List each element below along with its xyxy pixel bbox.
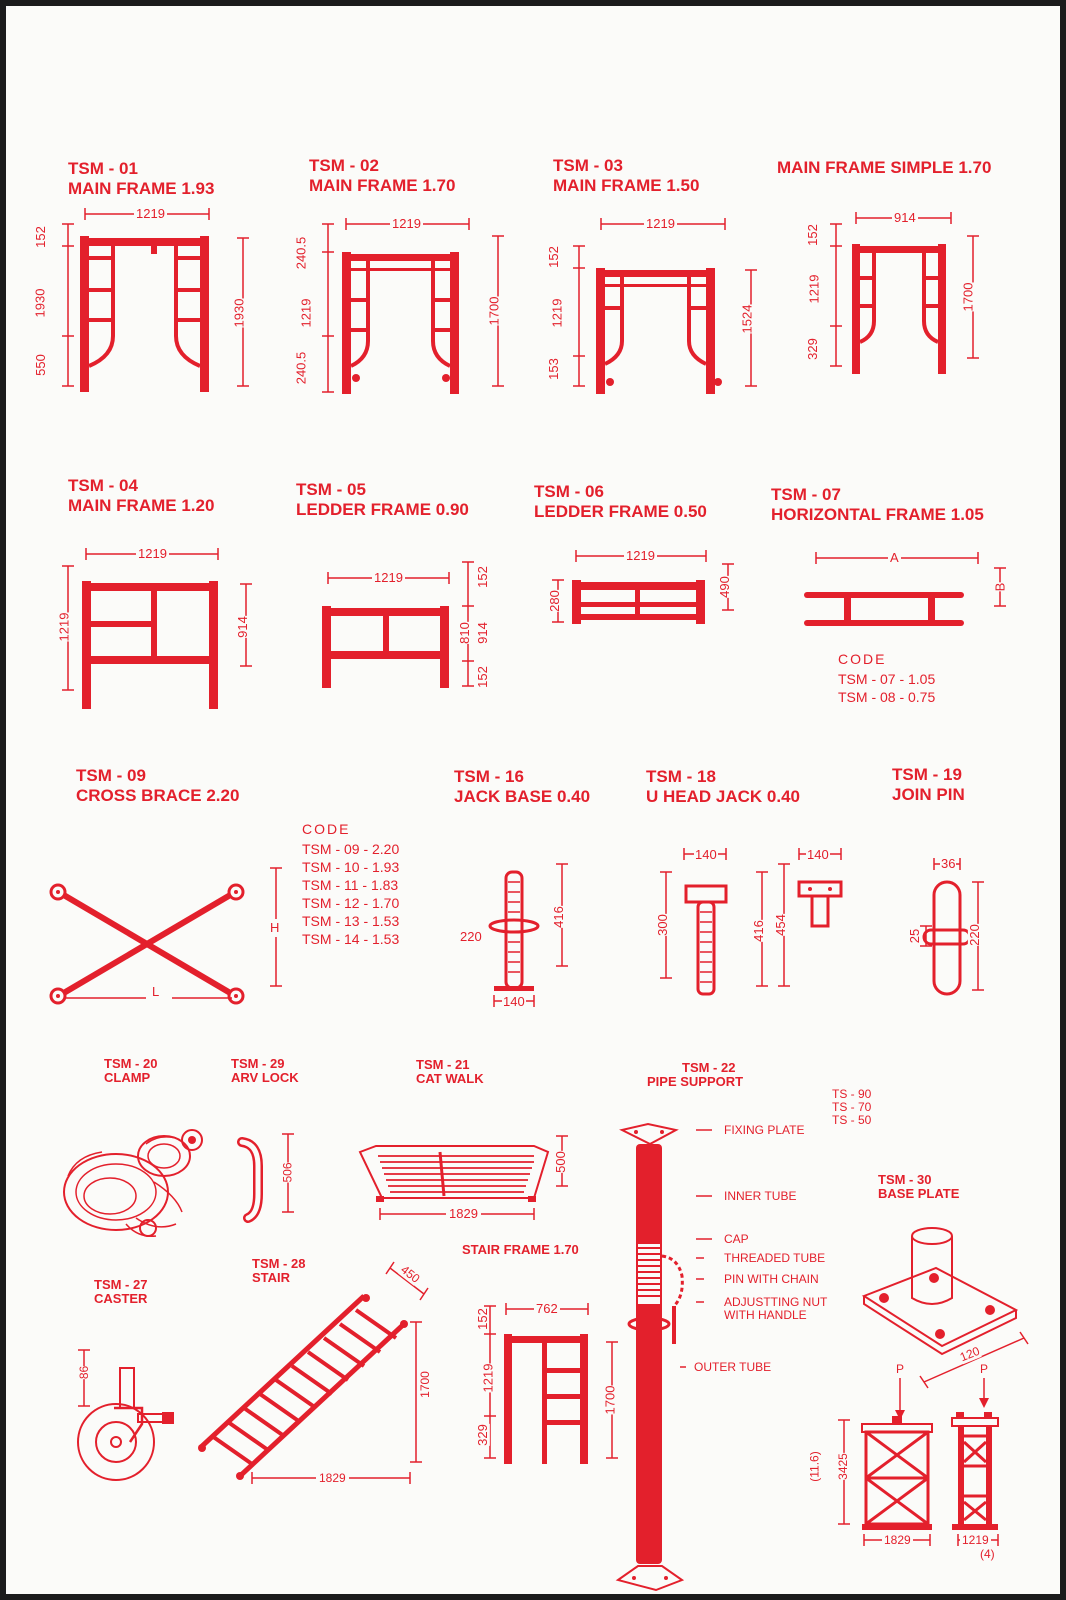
tsm18-name: U HEAD JACK 0.40 — [646, 787, 800, 806]
tsm21-dim-width: 500 — [552, 1151, 568, 1173]
simple-frame-drawing — [830, 212, 979, 374]
tsm04-dim-right-height: 914 — [234, 616, 250, 638]
tsm04-dim-width: 1219 — [138, 546, 167, 561]
tsm02-dim-width: 1219 — [392, 216, 421, 231]
tsm30-dim-tower1: 1829 — [884, 1533, 911, 1547]
tsm03-dim-mid: 1219 — [549, 298, 565, 328]
tsm09-code-row: TSM - 09 - 2.20 — [302, 841, 400, 857]
tsm30-load-p: P — [896, 1362, 905, 1376]
tsm09-brace-drawing — [51, 868, 282, 1003]
tsm16-code: TSM - 16 — [454, 767, 524, 786]
tsm07-dim-b: B — [992, 582, 1008, 592]
tsm16-jackbase-drawing — [490, 864, 568, 1007]
tsm19-name: JOIN PIN — [892, 785, 965, 804]
tsm22-pipe-drawing — [618, 1124, 712, 1590]
tsm02-name: MAIN FRAME 1.70 — [309, 176, 456, 195]
tsm28-code: TSM - 28 — [252, 1256, 306, 1271]
tsm05-name: LEDDER FRAME 0.90 — [296, 500, 469, 519]
tsm19-code: TSM - 19 — [892, 765, 962, 784]
tsm01-dim-lower: 550 — [32, 354, 48, 376]
tsm07-name: HORIZONTAL FRAME 1.05 — [771, 505, 984, 524]
tsm21-code: TSM - 21 — [416, 1057, 470, 1072]
tsm22-part-label: INNER TUBE — [724, 1189, 797, 1203]
tsm18-dim-mid: 416 — [750, 920, 766, 942]
tsm05-dim-bottom: 152 — [474, 666, 490, 688]
tsm30-dim-note: (11.6) — [807, 1451, 822, 1482]
tsm27-caster-drawing — [78, 1350, 174, 1480]
tsm20-code: TSM - 20 — [104, 1056, 158, 1071]
tsm07-code-row: TSM - 07 - 1.05 — [838, 671, 936, 687]
tsm09-code-row: TSM - 14 - 1.53 — [302, 931, 400, 947]
tsm18-dim-total: 454 — [772, 914, 788, 936]
tsm22-part-label: FIXING PLATE — [724, 1123, 805, 1137]
tsm03-dim-top: 152 — [545, 246, 561, 268]
tsm21-name: CAT WALK — [416, 1071, 484, 1086]
tsm28-dim-length: 1829 — [316, 1472, 349, 1485]
tsm19-dim-collar: 25 — [907, 928, 923, 944]
tsm16-dim-collar: 220 — [460, 929, 482, 944]
simple-dim-top: 152 — [804, 224, 820, 246]
tsm09-dim-l: L — [152, 984, 160, 999]
tsm09-code-row: TSM - 11 - 1.83 — [302, 877, 399, 893]
tsm22-model: TS - 50 — [832, 1113, 872, 1127]
tsm03-dim-width: 1219 — [646, 216, 675, 231]
tsm07-code-title: CODE — [838, 651, 887, 667]
tsm04-name: MAIN FRAME 1.20 — [68, 496, 215, 515]
tsm29-code: TSM - 29 — [231, 1056, 285, 1071]
tsm02-dim-bottom: 240.5 — [293, 351, 309, 385]
tsm28-dim-height: 1700 — [417, 1371, 432, 1398]
tsm22-model: TS - 70 — [832, 1100, 872, 1114]
tsm22-model: TS - 90 — [832, 1087, 872, 1101]
tsm30-load-p: P — [980, 1362, 989, 1376]
tsm22-code: TSM - 22 — [682, 1060, 736, 1075]
tsm02-code: TSM - 02 — [309, 156, 379, 175]
tsm05-dim-width: 1219 — [374, 570, 403, 585]
tsm03-frame-drawing — [573, 218, 757, 394]
tsm01-dim-left-height: 1930 — [32, 288, 48, 318]
tsm22-part-label: THREADED TUBE — [724, 1251, 826, 1265]
tsm03-name: MAIN FRAME 1.50 — [553, 176, 700, 195]
tsm01-frame-drawing — [62, 208, 249, 392]
tsm01-code: TSM - 01 — [68, 159, 138, 178]
tsm18-code: TSM - 18 — [646, 767, 716, 786]
simple-name: MAIN FRAME SIMPLE 1.70 — [777, 158, 992, 177]
tsm22-name: PIPE SUPPORT — [647, 1074, 744, 1089]
tsm30-dim-count: (4) — [980, 1547, 995, 1561]
tsm09-code-title: CODE — [302, 821, 351, 837]
tsm07-code-row: TSM - 08 - 0.75 — [838, 689, 936, 705]
tsm30-dim-plate: 120 — [957, 1343, 982, 1365]
tsm30-baseplate-drawing — [835, 1228, 1028, 1546]
tsm02-dim-mid: 1219 — [298, 298, 314, 328]
tsm02-dim-top: 240.5 — [293, 236, 309, 270]
tsm03-code: TSM - 03 — [553, 156, 623, 175]
tsm01-dim-top: 152 — [32, 226, 48, 248]
tsm01-dim-right-height: 1930 — [231, 298, 247, 328]
stairframe-name: STAIR FRAME 1.70 — [462, 1242, 579, 1257]
tsm18-dim-head: 140 — [695, 847, 717, 862]
catalog-sheet — [6, 6, 1060, 1594]
tsm27-code: TSM - 27 — [94, 1277, 148, 1292]
stairframe-dim-top: 152 — [474, 1308, 490, 1330]
tsm30-dim-height: 3425 — [835, 1453, 850, 1480]
tsm19-dim-height: 220 — [966, 924, 982, 946]
tsm27-dim-height: 86 — [77, 1365, 92, 1380]
tsm01-dim-width: 1219 — [136, 206, 165, 221]
tsm09-code-row: TSM - 10 - 1.93 — [302, 859, 400, 875]
tsm22-part-label: WITH HANDLE — [724, 1308, 807, 1322]
tsm20-clamp-drawing — [64, 1130, 202, 1236]
tsm03-dim-height: 1524 — [739, 304, 755, 334]
tsm28-dim-width: 450 — [398, 1262, 423, 1286]
tsm06-dim-right-height: 490 — [716, 576, 732, 598]
tsm20-name: CLAMP — [104, 1070, 151, 1085]
tsm05-dim-top: 152 — [474, 566, 490, 588]
tsm06-code: TSM - 06 — [534, 482, 604, 501]
stairframe-dim-height: 1700 — [602, 1385, 618, 1415]
tsm06-name: LEDDER FRAME 0.50 — [534, 502, 707, 521]
tsm09-name: CROSS BRACE 2.20 — [76, 786, 240, 805]
simple-dim-height: 1700 — [960, 282, 976, 312]
tsm28-stair-drawing — [198, 1262, 428, 1484]
tsm02-frame-drawing — [322, 218, 504, 394]
stairframe-dim-bottom: 329 — [474, 1424, 490, 1446]
tsm30-dim-tower2: 1219 — [962, 1533, 989, 1547]
tsm04-code: TSM - 04 — [68, 476, 138, 495]
stairframe-drawing — [484, 1303, 618, 1464]
tsm16-dim-plate: 140 — [503, 994, 525, 1009]
tsm29-name: ARV LOCK — [231, 1070, 299, 1085]
tsm30-code: TSM - 30 — [878, 1172, 932, 1187]
tsm27-name: CASTER — [94, 1291, 148, 1306]
tsm07-code: TSM - 07 — [771, 485, 841, 504]
simple-dim-mid: 1219 — [806, 274, 822, 304]
tsm19-dim-width: 36 — [941, 856, 956, 871]
tsm09-code: TSM - 09 — [76, 766, 146, 785]
tsm22-part-label: CAP — [724, 1232, 749, 1246]
stairframe-dim-mid: 1219 — [480, 1363, 496, 1393]
tsm04-frame-drawing — [62, 548, 252, 709]
tsm01-name: MAIN FRAME 1.93 — [68, 179, 215, 198]
tsm22-part-label: OUTER TUBE — [694, 1360, 772, 1374]
tsm09-code-row: TSM - 13 - 1.53 — [302, 913, 400, 929]
tsm03-dim-bottom: 153 — [545, 358, 561, 380]
simple-dim-width: 914 — [894, 210, 916, 225]
tsm28-name: STAIR — [252, 1270, 291, 1285]
tsm05-dim-mid: 810 — [456, 622, 472, 644]
tsm07-dim-a: A — [890, 550, 899, 565]
simple-dim-bottom: 329 — [804, 338, 820, 360]
tsm22-part-label: PIN WITH CHAIN — [724, 1272, 819, 1286]
tsm18-dim-screw: 300 — [654, 914, 670, 936]
tsm16-name: JACK BASE 0.40 — [454, 787, 591, 806]
tsm06-dim-width: 1219 — [626, 548, 655, 563]
tsm09-dim-h: H — [270, 920, 280, 935]
tsm09-code-row: TSM - 12 - 1.70 — [302, 895, 400, 911]
tsm05-dim-full: 914 — [474, 622, 490, 644]
tsm16-dim-height: 416 — [550, 906, 566, 928]
stairframe-dim-width: 762 — [536, 1301, 558, 1316]
tsm18-dim-head-side: 140 — [807, 847, 829, 862]
tsm02-dim-height: 1700 — [486, 296, 502, 326]
tsm22-part-label: ADJUSTTING NUT — [724, 1295, 828, 1309]
tsm06-dim-left-height: 280 — [546, 590, 562, 612]
tsm04-dim-left-height: 1219 — [56, 612, 72, 642]
tsm07-frame-drawing — [804, 552, 1006, 626]
tsm30-name: BASE PLATE — [878, 1186, 960, 1201]
tsm05-code: TSM - 05 — [296, 480, 366, 499]
tsm29-dim-height: 506 — [280, 1162, 295, 1183]
tsm21-dim-length: 1829 — [446, 1207, 481, 1221]
